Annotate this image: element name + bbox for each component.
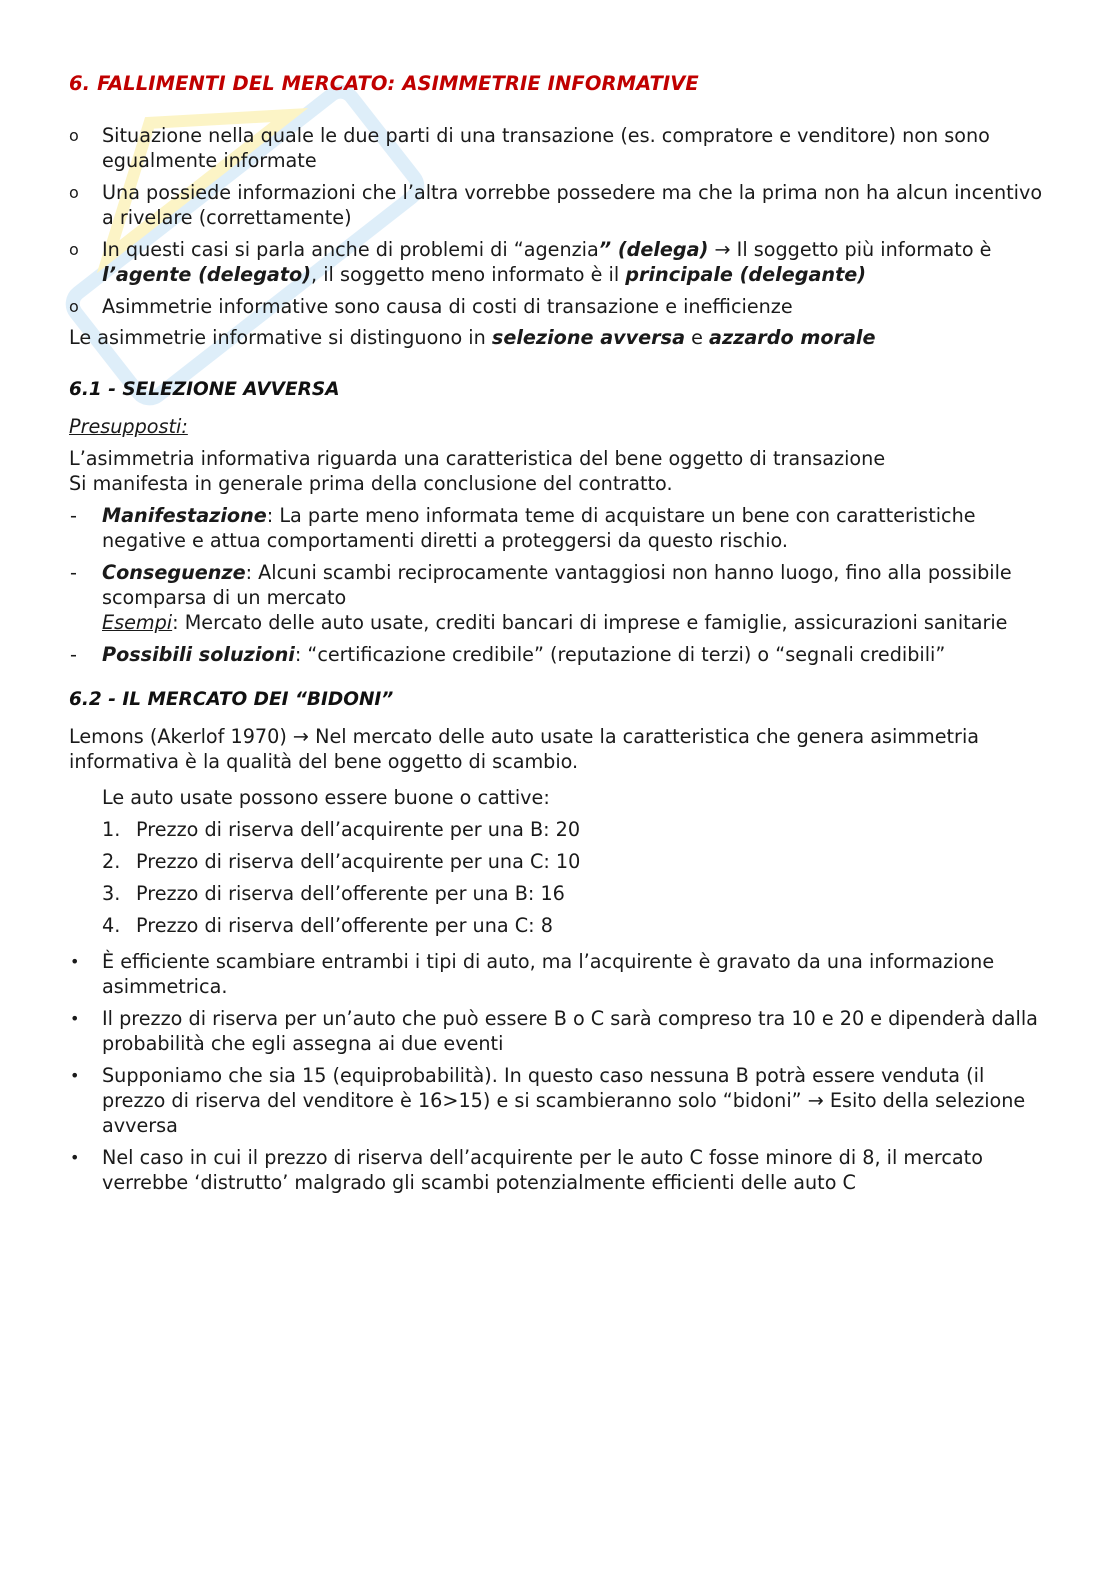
reserve-price-list [69,817,1044,938]
list-item: 2. Prezzo di riserva dell’acquirente per una C: 10 [102,850,581,873]
list-item: • Supponiamo che sia 15 (equiprobabilità). In questo caso nessuna B potrà essere venduta (il prezzo di riserva del venditore è 16>15) e si scambieranno solo “bidoni” → Esito della selezione avversa [70,1064,1026,1137]
conclusion-list [69,949,1044,1195]
list-item: • Il prezzo di riserva per un’auto che può essere B o C sarà compreso tra 10 e 20 e dipenderà dalla probabilità che egli assegna ai due eventi [70,1007,1038,1055]
intro-summary: Le asimmetrie informative si distinguono in selezione avversa e azzardo morale [69,326,876,349]
dash-bullet-icon: - [70,561,77,584]
circle-bullet-icon: o [69,183,79,202]
circle-bullet-icon: o [69,297,79,316]
lemons-intro: Lemons (Akerlof 1970) → Nel mercato delle auto usate la caratteristica che genera asimmetria informativa è la qualità del bene oggetto di scambio. [69,725,980,773]
intro-list [69,123,1044,319]
dot-bullet-icon: • [70,1009,80,1028]
dash-bullet-icon: - [70,504,77,527]
dot-bullet-icon: • [70,1148,80,1167]
list-item: • È efficiente scambiare entrambi i tipi di auto, ma l’acquirente è gravato da una informazione asimmetrica. [70,950,995,998]
subsection-title-6-2: 6.2 - IL MERCATO DEI “BIDONI” [69,689,394,710]
dash-bullet-icon: - [70,643,77,666]
section-title: 6. FALLIMENTI DEL MERCATO: ASIMMETRIE INFORMATIVE [69,72,699,95]
list-item: o In questi casi si parla anche di problemi di “agenzia” (delega) → Il soggetto più informato è l’agente (delegato), il soggetto meno informato è il principale (delegante) [69,238,992,286]
dot-bullet-icon: • [70,952,80,971]
circle-bullet-icon: o [69,126,79,145]
list-item: • Nel caso in cui il prezzo di riserva dell’acquirente per le auto C fosse minore di 8, il mercato verrebbe ‘distrutto’ malgrado gli scambi potenzialmente efficienti delle auto C [70,1146,983,1194]
presupposti-label: Presupposti: [69,415,188,438]
circle-bullet-icon: o [69,240,79,259]
list-item: o Situazione nella quale le due parti di una transazione (es. compratore e venditore) non sono egualmente informate [69,124,990,172]
subsection-title-6-1: 6.1 - SELEZIONE AVVERSA [69,379,340,400]
list-item: o Una possiede informazioni che l’altra vorrebbe possedere ma che la prima non ha alcun incentivo a rivelare (correttamente) [69,181,1043,229]
list-item: 4. Prezzo di riserva dell’offerente per una C: 8 [102,914,553,937]
list-item: 3. Prezzo di riserva dell’offerente per una B: 16 [102,882,565,905]
list-item: - Manifestazione: La parte meno informata teme di acquistare un bene con caratteristiche negative e attua comportamenti diretti a proteggersi da questo rischio. [70,504,976,552]
list-item: 1. Prezzo di riserva dell’acquirente per una B: 20 [102,818,581,841]
cars-intro: Le auto usate possono essere buone o cattive: [102,786,550,809]
list-item: - Possibili soluzioni: “certificazione credibile” (reputazione di terzi) o “segnali credibili” [70,643,946,666]
dot-bullet-icon: • [70,1066,80,1085]
list-item: - Conseguenze: Alcuni scambi reciprocamente vantaggiosi non hanno luogo, fino alla possibile scomparsa di un mercato Esempi: Mercato delle auto usate, crediti bancari di imprese e famiglie, assicurazioni sanitarie [70,561,1012,634]
selection-list [69,503,1044,667]
list-item: o Asimmetrie informative sono causa di costi di transazione e inefficienze [69,295,793,318]
presupposti-line: L’asimmetria informativa riguarda una caratteristica del bene oggetto di transazione [69,447,886,470]
document-page [69,70,1044,1202]
presupposti-line: Si manifesta in generale prima della conclusione del contratto. [69,472,673,495]
